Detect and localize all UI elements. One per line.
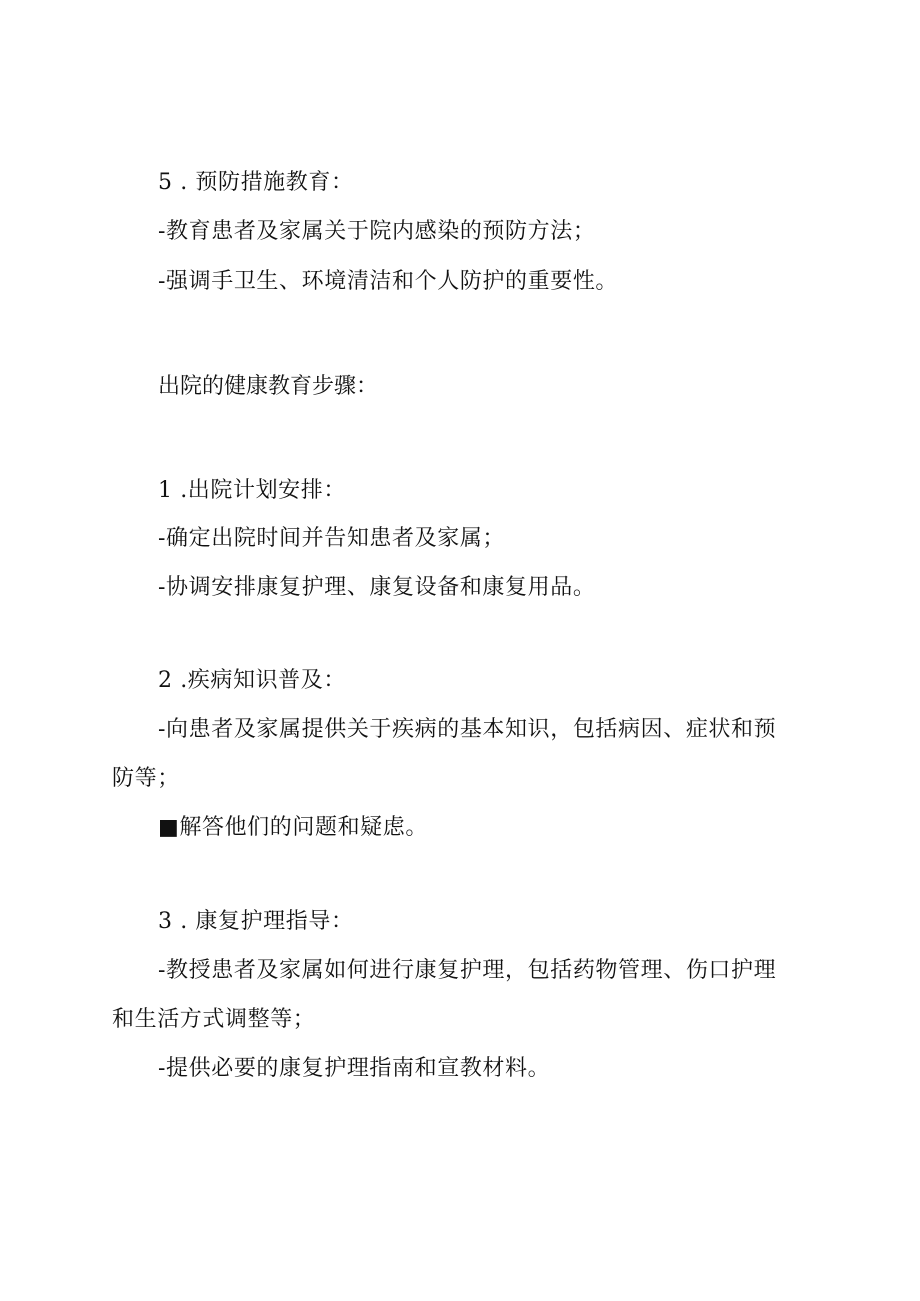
step-1-line-2: -协调安排康复护理、康复设备和康复用品。 <box>158 575 596 600</box>
prevention-bullet-2: -强调手卫生、环境清洁和个人防护的重要性。 <box>158 269 619 294</box>
step-3-line-1-cont: 和生活方式调整等； <box>112 1007 316 1032</box>
prevention-bullet-1: -教育患者及家属关于院内感染的预防方法； <box>158 219 596 244</box>
step-3-line-1: -教授患者及家属如何进行康复护理，包括药物管理、伤口护理 <box>158 958 777 983</box>
step-2-line-2: ■解答他们的问题和疑虑。 <box>158 815 428 840</box>
step-1-title: 1 .出院计划安排： <box>158 478 346 503</box>
step-2-line-1-cont: 防等； <box>112 766 180 791</box>
step-3-line-2: -提供必要的康复护理指南和宣教材料。 <box>158 1056 551 1081</box>
prevention-item-title: 5 . 预防措施教育： <box>158 170 354 195</box>
step-3-title: 3 . 康复护理指导： <box>158 909 354 934</box>
step-1-line-1: -确定出院时间并告知患者及家属； <box>158 526 506 551</box>
step-2-title: 2 .疾病知识普及： <box>158 668 346 693</box>
step-2-line-1: -向患者及家属提供关于疾病的基本知识，包括病因、症状和预 <box>158 717 777 742</box>
discharge-heading: 出院的健康教育步骤： <box>158 374 379 399</box>
